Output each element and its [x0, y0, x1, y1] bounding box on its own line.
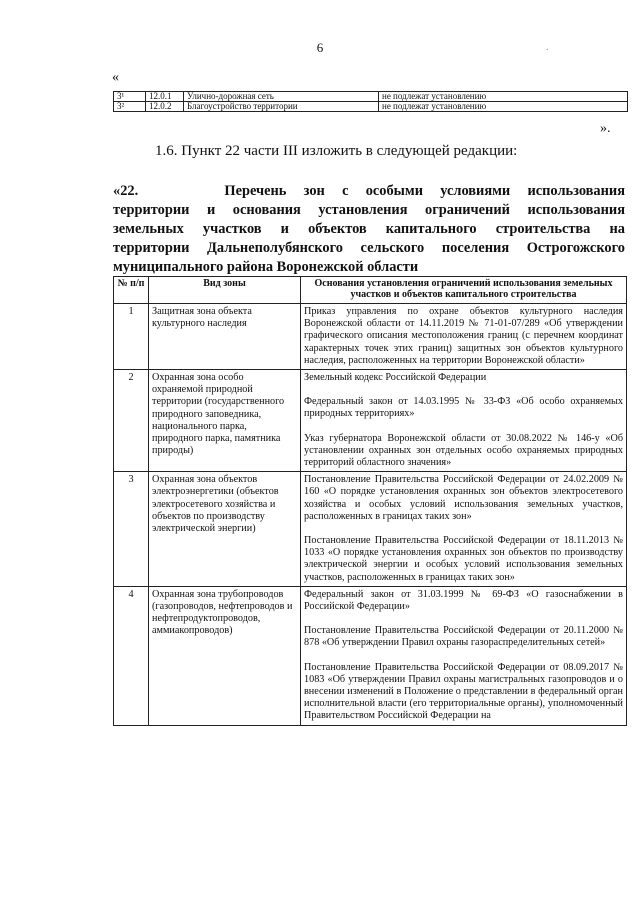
basis-item: Указ губернатора Воронежской области от 30.08.2022 № 146-у «Об установлении охранных зон отдельных особо охраняемых природных территорий областного значения» [304, 432, 623, 469]
table-row [114, 586, 627, 725]
header-num: № п/п [114, 277, 149, 304]
table-row [114, 370, 627, 472]
amendment-paragraph: 1.6. Пункт 22 части III изложить в следующей редакции: [155, 143, 518, 159]
close-quote: ». [600, 121, 611, 136]
table-row [114, 92, 628, 102]
row-value: не подлежат установлению [379, 102, 628, 112]
table-row [114, 102, 628, 112]
heading-line: «22. Перечень зон с особыми условиями использования [113, 183, 625, 199]
open-quote: « [112, 70, 119, 85]
row-zone: Защитная зона объекта культурного наследия [149, 304, 301, 370]
row-name: Благоустройство территории [184, 102, 379, 112]
basis-item: Федеральный закон от 14.03.1995 № 33-ФЗ «Об особо охраняемых природных территориях» [304, 396, 623, 420]
table-header-row [114, 277, 627, 304]
table-row [114, 304, 627, 370]
row-name: Улично-дорожная сеть [184, 92, 379, 102]
stray-dot: . [546, 42, 549, 53]
header-zone: Вид зоны [149, 277, 301, 304]
row-zone: Охранная зона особо охраняемой природной территории (государственного природного заповедника, национального парка, природного парка, памятника природы) [149, 370, 301, 472]
row-basis [301, 472, 627, 587]
basis-item: Постановление Правительства Российской Федерации от 08.09.2017 № 1083 «Об утверждении Правил охраны магистральных газопроводов и о внесении изменений в Положение о представлении в федеральный орган исполнительной власти (его территориальные органы), уполномоченный Правительством Российской Федерации на [304, 661, 623, 722]
row-index: 3² [114, 102, 146, 112]
row-zone: Охранная зона объектов электроэнергетики (объектов электросетевого хозяйства и объектов по производству электрической энергии) [149, 472, 301, 587]
row-num: 4 [114, 586, 149, 725]
basis-item: Постановление Правительства Российской Федерации от 20.11.2000 № 878 «Об утверждении Правил охраны газораспределительных сетей» [304, 625, 623, 649]
heading-line: территории Дальнеполубянского сельского поселения Острогожского [113, 240, 625, 256]
row-value: не подлежат установлению [379, 92, 628, 102]
page-number: 6 [316, 40, 324, 55]
table-row [114, 472, 627, 587]
basis-item: Земельный кодекс Российской Федерации [304, 372, 487, 384]
zones-table [113, 276, 627, 726]
amendment-table [113, 91, 628, 112]
basis-item: Приказ управления по охране объектов культурного наследия Воронежской области от 14.11.2019 № 71-01-07/289 «Об утверждении графического описания местоположения границ (с перечнем координат характерных точек этих границ) защитных зон объектов культурного наследия, расположенных на территории Воронежской области» [304, 306, 623, 366]
row-basis [301, 586, 627, 725]
row-num: 1 [114, 304, 149, 370]
basis-item: Федеральный закон от 31.03.1999 № 69-ФЗ «О газоснабжении в Российской Федерации» [304, 588, 623, 613]
heading-line: муниципального района Воронежской области [113, 259, 419, 275]
row-basis [301, 304, 627, 370]
row-index: 3¹ [114, 92, 146, 102]
header-basis: Основания установления ограничений использования земельных участков и объектов капитального строительства [301, 277, 627, 304]
basis-item: Постановление Правительства Российской Федерации от 18.11.2013 № 1033 «О порядке установления охранных зон объектов по производству электрической энергии и особых условий использования земельных участков, расположенных в границах таких зон» [304, 535, 623, 583]
basis-item: Постановление Правительства Российской Федерации от 24.02.2009 № 160 «О порядке установления охранных зон объектов электросетевого хозяйства и особых условий использования земельных участков, расположенных в границах таких зон» [304, 474, 623, 522]
row-code: 12.0.2 [146, 102, 184, 112]
row-basis [301, 370, 627, 472]
row-num: 3 [114, 472, 149, 587]
row-zone: Охранная зона трубопроводов (газопроводов, нефтепроводов и нефтепродуктопроводов, аммиакопроводов) [149, 586, 301, 725]
section-heading [113, 182, 625, 277]
row-num: 2 [114, 370, 149, 472]
row-code: 12.0.1 [146, 92, 184, 102]
heading-line: земельных участков и объектов капитального строительства на [113, 221, 625, 237]
heading-line: территории и основания установления ограничений использования [113, 202, 625, 218]
